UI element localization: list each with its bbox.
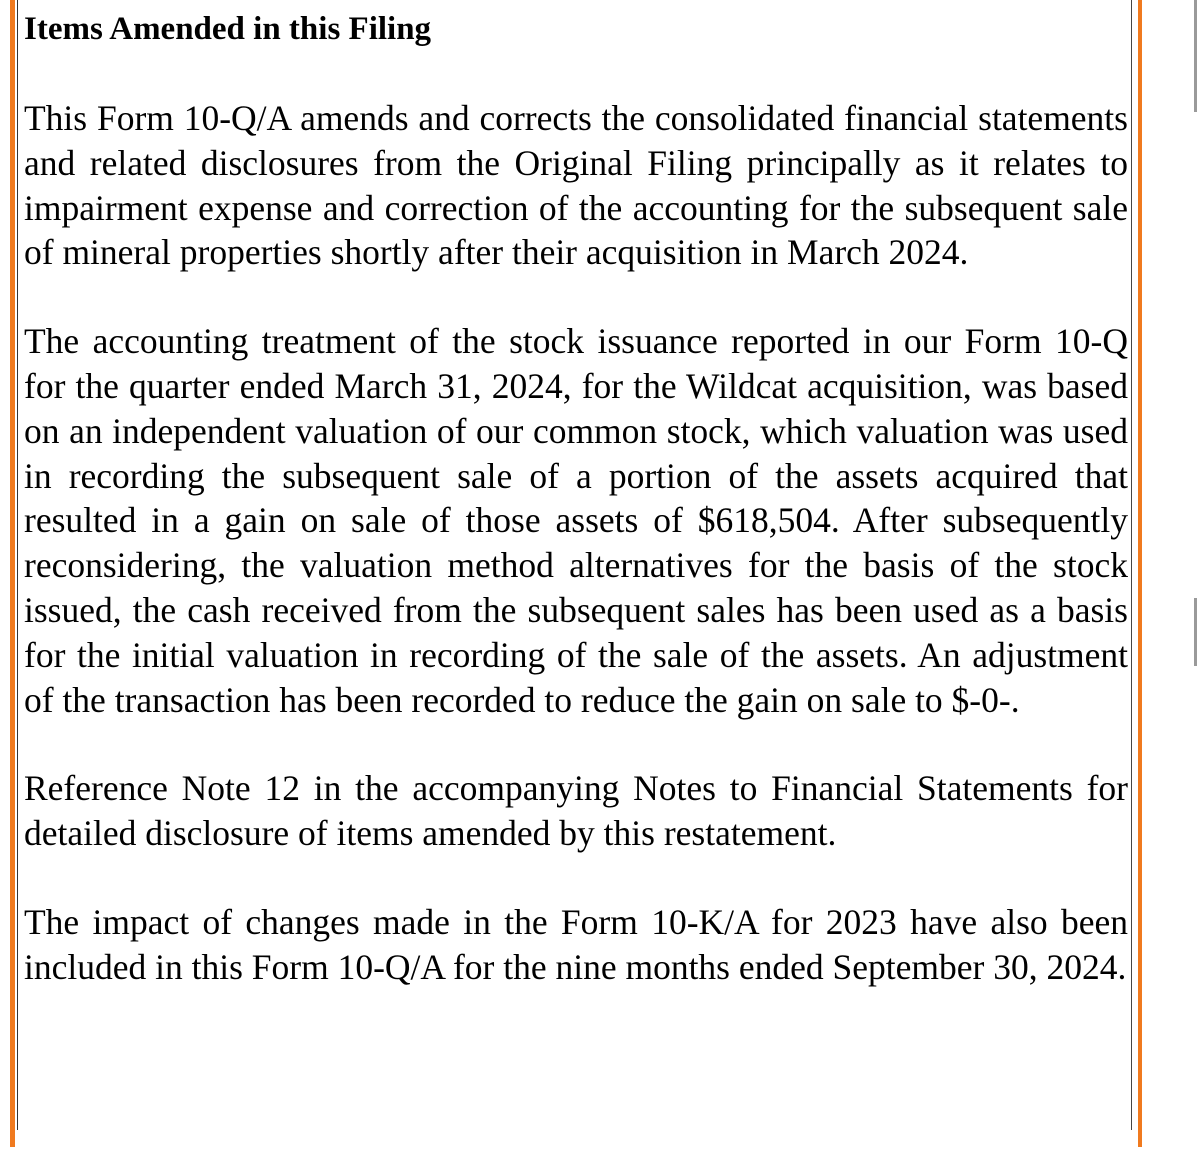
section-heading: Items Amended in this Filing — [24, 11, 432, 47]
paragraph-note-reference: Reference Note 12 in the accompanying Notes to Financial Statements for detailed disclosure of items amended by this restatement. — [24, 768, 1128, 854]
left-margin-rule — [10, 0, 15, 1147]
paragraph-10k-impact: The impact of changes made in the Form 10-K/A for 2023 have also been included in this Form 10-Q/A for the nine months ended September 30, 2024. — [24, 901, 1128, 987]
paragraph-amendment-summary: This Form 10-Q/A amends and corrects the consolidated financial statements and related disclosures from the Original Filing principally as it relates to impairment expense and correction of the accounting for the subsequent sale of mineral properties shortly after their acquisition in March 2024. — [24, 98, 1128, 273]
page-edge-mark — [1194, 0, 1197, 112]
right-margin-rule — [1138, 0, 1142, 1147]
right-border-line — [1131, 0, 1132, 1130]
page-edge-mark — [1194, 598, 1197, 666]
left-border-line — [17, 0, 18, 1130]
document-section — [24, 0, 1128, 990]
paragraph-accounting-treatment: The accounting treatment of the stock issuance reported in our Form 10-Q for the quarter ended March 31, 2024, for the Wildcat acquisition, was based on an independent valuation of our common stock, which valuation was used in recording the subsequent sale of a portion of the assets acquired that resulted in a gain on sale of those assets of $618,504. After subsequently reconsidering, the valuation method alternatives for the basis of the stock issued, the cash received from the subsequent sales has been used as a basis for the initial valuation in recording of the sale of the assets. An adjustment of the transaction has been recorded to reduce the gain on sale to $-0-. — [24, 321, 1128, 720]
